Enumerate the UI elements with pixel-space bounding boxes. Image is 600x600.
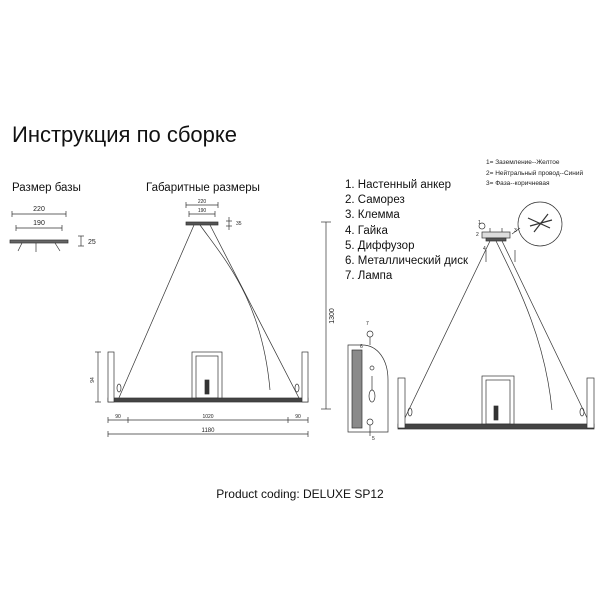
height-1300: 1300 (329, 308, 336, 324)
base-size-label: Размер базы (12, 182, 81, 194)
inner-width-1020: 1020 (202, 414, 214, 420)
parts-list-item: 7. Лампа (345, 270, 393, 283)
base-height-25: 25 (88, 239, 96, 246)
total-width-1180: 1180 (201, 428, 215, 434)
callout-6: 6 (360, 344, 363, 350)
canopy-width-220: 220 (197, 199, 207, 205)
overall-dimensions-label: Габаритные размеры (146, 182, 260, 194)
side-height-94: 94 (90, 377, 96, 383)
callout-7: 7 (366, 321, 369, 327)
parts-list-item: 3. Клемма (345, 209, 400, 222)
canopy-width-190: 190 (197, 208, 207, 214)
wire-legend-item: 3= Фаза--коричневая (486, 180, 550, 187)
base-width-220: 220 (33, 206, 45, 213)
base-dimension-drawing (10, 211, 84, 252)
product-coding: Product coding: DELUXE SP12 (216, 487, 384, 501)
callout-1: 1 (478, 220, 481, 226)
base-width-190: 190 (33, 220, 45, 227)
callout-5: 5 (372, 436, 375, 442)
callout-4: 4 (483, 246, 486, 252)
page-title: Инструкция по сборке (12, 122, 238, 147)
parts-list-item: 4. Гайка (345, 224, 388, 237)
wire-legend-item: 1= Заземление--Желтое (486, 159, 560, 166)
wire-legend-item: 2= Нейтральный провод--Синий (486, 169, 584, 177)
parts-list-item: 6. Металлический диск (345, 255, 469, 268)
installation-drawing (398, 202, 594, 429)
parts-list-item: 5. Диффузор (345, 239, 415, 252)
diffuser-detail-drawing (348, 331, 388, 436)
callout-2: 2 (476, 232, 479, 238)
callout-3: 3 (514, 228, 517, 234)
offset-left-90: 90 (115, 414, 121, 420)
overall-dimension-drawing (95, 202, 331, 437)
parts-list-item: 1. Настенный анкер (345, 179, 452, 191)
canopy-height-35: 35 (236, 221, 242, 227)
offset-right-90: 90 (295, 414, 301, 420)
parts-list-item: 2. Саморез (345, 194, 405, 207)
